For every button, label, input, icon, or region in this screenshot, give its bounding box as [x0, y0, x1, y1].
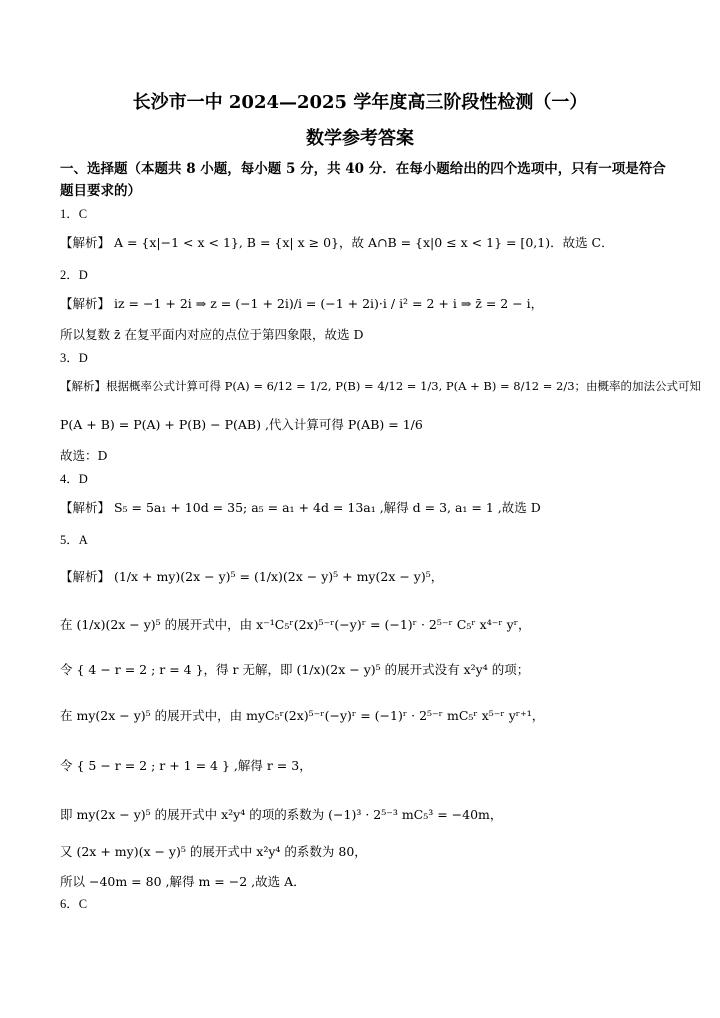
- question-answer: 2．D: [60, 268, 88, 282]
- question-answer: 1．C: [60, 207, 88, 221]
- solution-line: 【解析】根据概率公式计算可得 P(A) = 6/12 = 1/2, P(B) = 4/12 = 1/3, P(A + B) = 8/12 = 2/3；由概率的加法公式可知: [60, 379, 702, 393]
- solution-line: 所以 −40m = 80 ,解得 m = −2 ,故选 A．: [60, 874, 306, 889]
- question-answer: 4．D: [60, 472, 88, 486]
- solution-line: 【解析】 A = {x|−1 < x < 1}, B = {x| x ≥ 0}，故 A∩B = {x|0 ≤ x < 1} = [0,1)．故选 C．: [60, 235, 614, 250]
- solution-line: P(A + B) = P(A) + P(B) − P(AB) ,代入计算可得 P(AB) = 1/6: [60, 417, 423, 432]
- solution-line: 在 (1/x)(2x − y)⁵ 的展开式中，由 x⁻¹C₅ʳ(2x)⁵⁻ʳ(−y)ʳ = (−1)ʳ · 2⁵⁻ʳ C₅ʳ x⁴⁻ʳ yʳ，: [60, 617, 531, 632]
- question-answer: 3．D: [60, 351, 88, 365]
- solution-line: 故选：D: [60, 448, 108, 463]
- solution-line: 所以复数 z̄ 在复平面内对应的点位于第四象限，故选 D: [60, 327, 364, 342]
- solution-line: 在 my(2x − y)⁵ 的展开式中，由 myC₅ʳ(2x)⁵⁻ʳ(−y)ʳ = (−1)ʳ · 2⁵⁻ʳ mC₅ʳ x⁵⁻ʳ yʳ⁺¹，: [60, 708, 545, 723]
- document-title: 长沙市一中 2024—2025 学年度高三阶段性检测（一）: [132, 92, 588, 113]
- solution-line: 又 (2x + my)(x − y)⁵ 的展开式中 x²y⁴ 的系数为 80，: [60, 844, 367, 859]
- solution-line: 令 { 4 − r = 2 ; r = 4 }，得 r 无解，即 (1/x)(2x − y)⁵ 的展开式没有 x²y⁴ 的项；: [60, 662, 530, 677]
- solution-line: 【解析】 (1/x + my)(2x − y)⁵ = (1/x)(2x − y)⁵ + my(2x − y)⁵，: [60, 569, 444, 584]
- solution-line: 即 my(2x − y)⁵ 的展开式中 x²y⁴ 的项的系数为 (−1)³ · 2⁵⁻³ mC₅³ = −40m，: [60, 807, 503, 822]
- document-subtitle: 数学参考答案: [306, 128, 414, 149]
- section-heading: 一、选择题（本题共 8 小题，每小题 5 分，共 40 分．在每小题给出的四个选项中，只有一项是符合题目要求的）: [60, 161, 666, 199]
- solution-line: 【解析】 iz = −1 + 2i ⇒ z = (−1 + 2i)/i = (−1 + 2i)·i / i² = 2 + i ⇒ z̄ = 2 − i，: [60, 296, 544, 311]
- question-answer: 5．A: [60, 533, 88, 547]
- solution-line: 令 { 5 − r = 2 ; r + 1 = 4 } ,解得 r = 3，: [60, 758, 312, 773]
- question-answer: 6．C: [60, 897, 88, 911]
- solution-line: 【解析】 S₅ = 5a₁ + 10d = 35; a₅ = a₁ + 4d = 13a₁ ,解得 d = 3, a₁ = 1 ,故选 D: [60, 500, 541, 515]
